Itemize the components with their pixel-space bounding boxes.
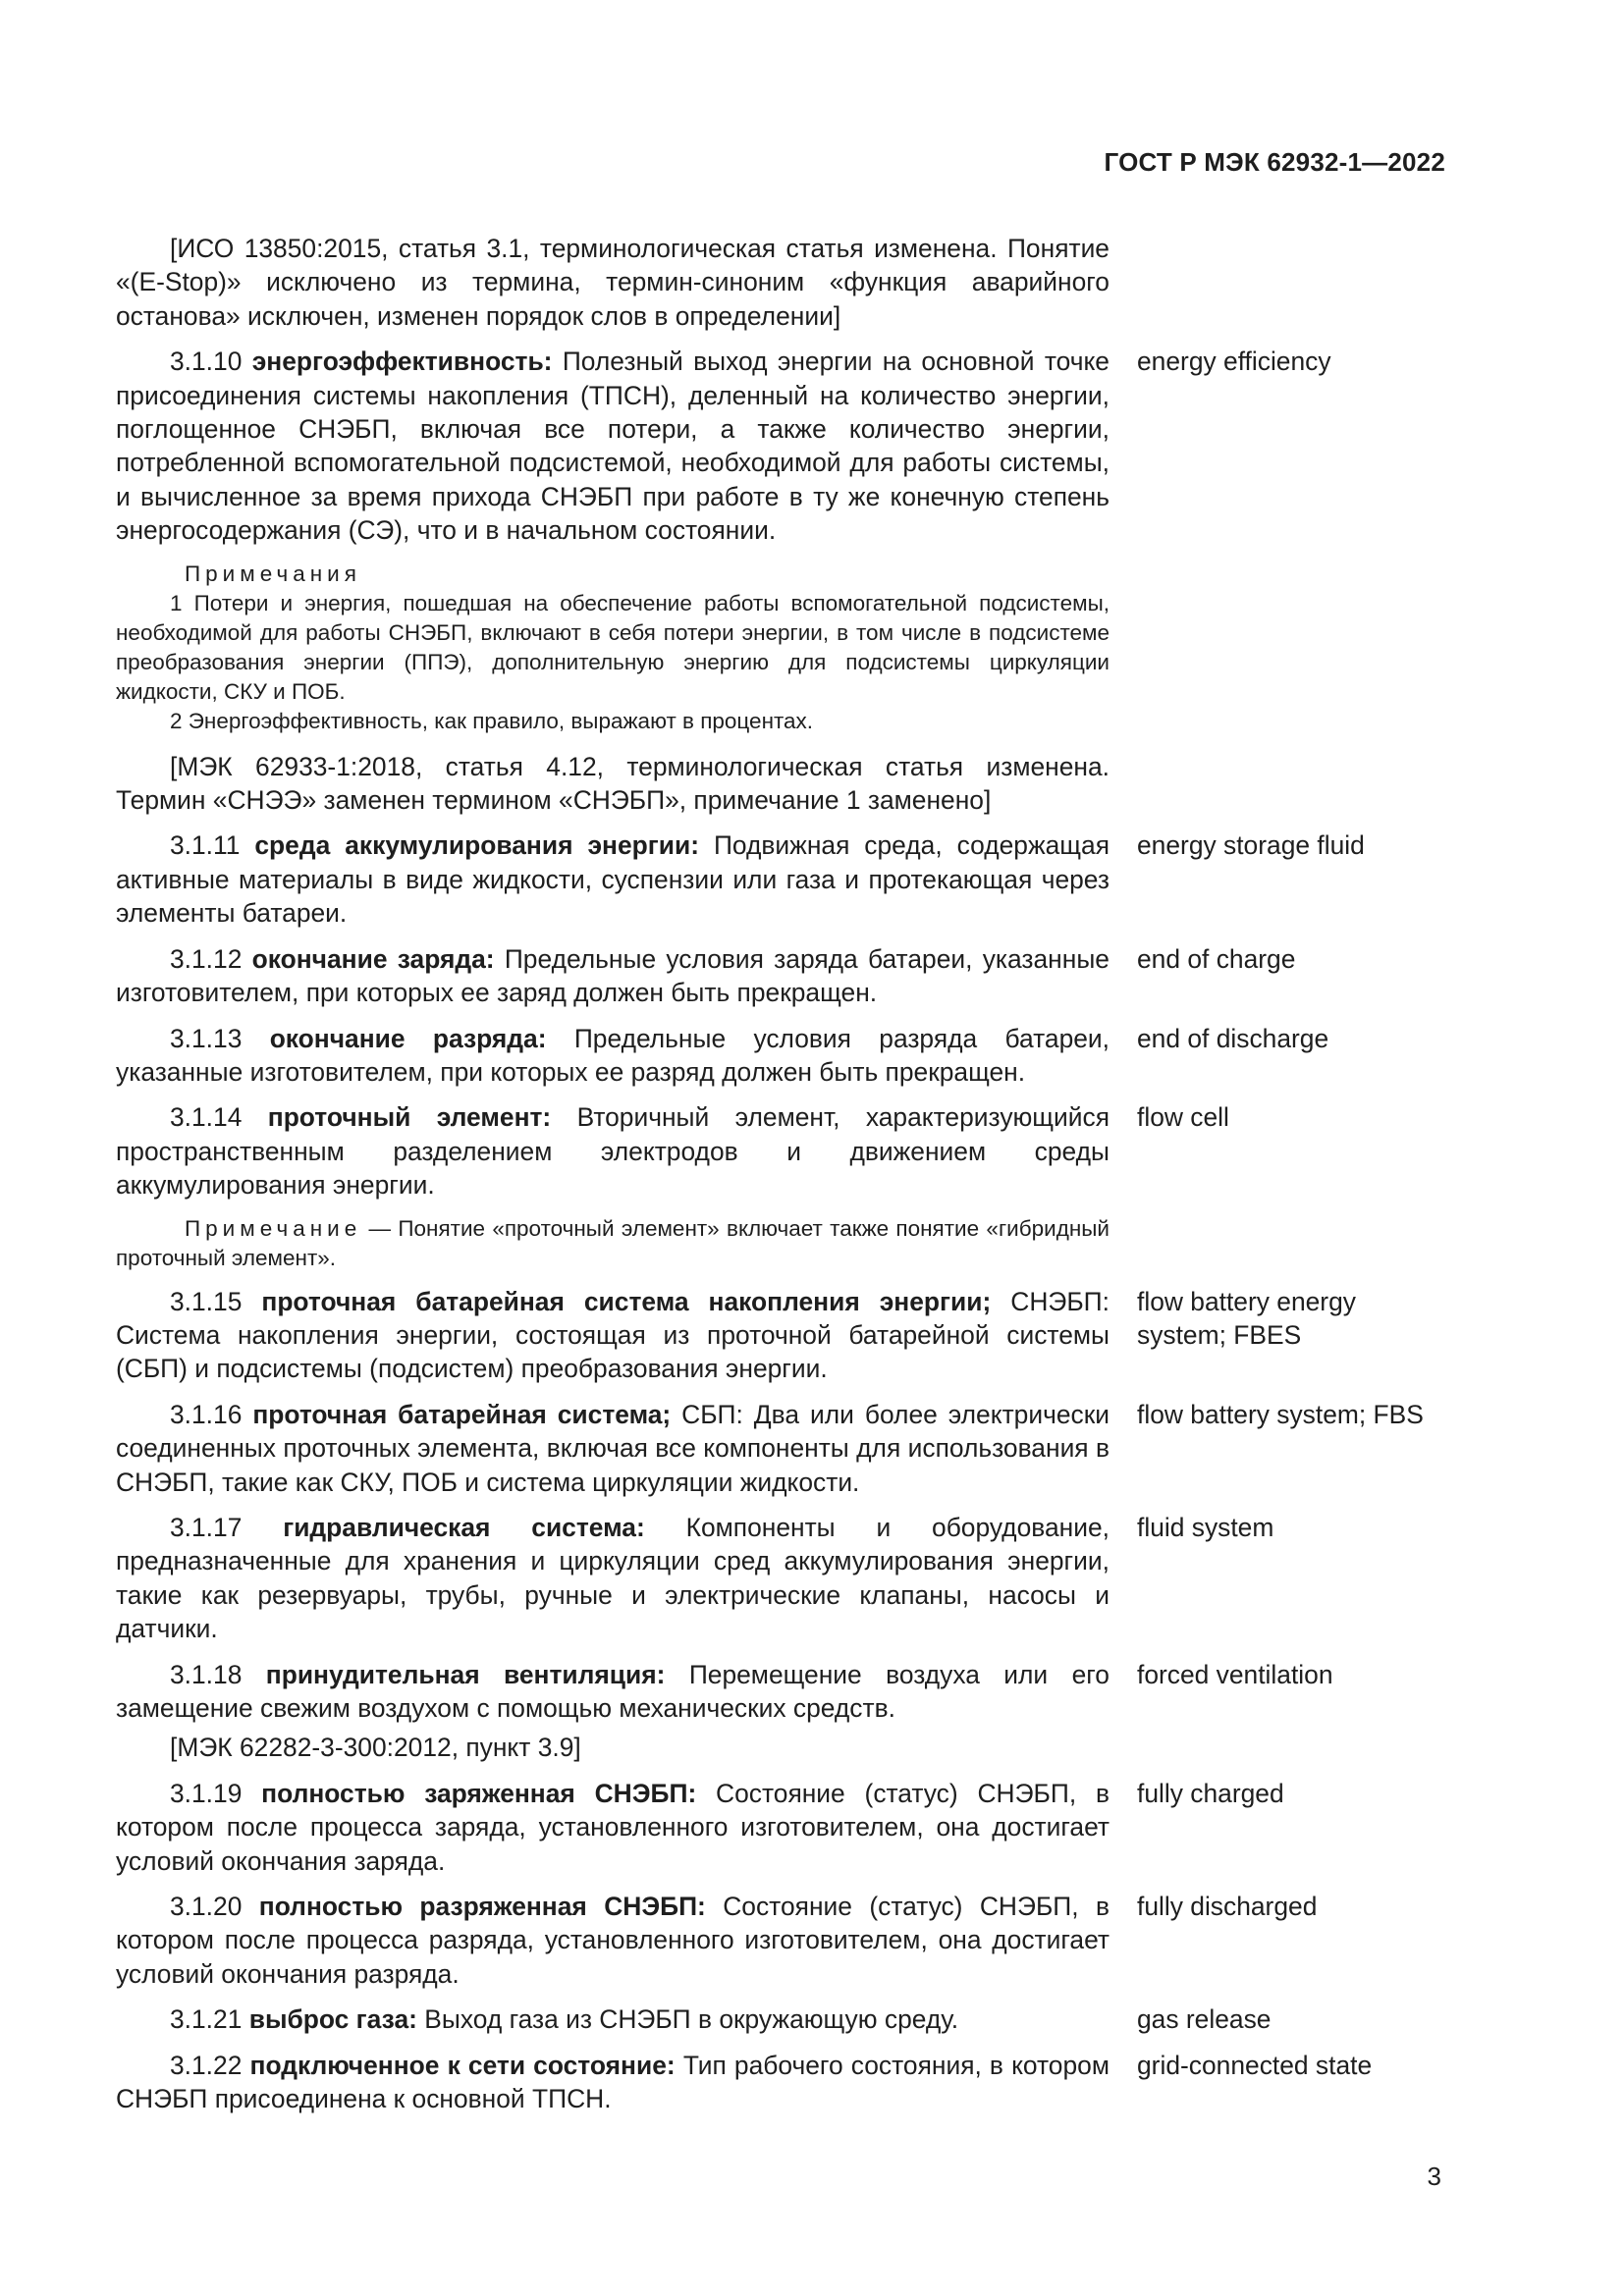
term-english: grid-connected state (1137, 2050, 1373, 2080)
term-definition: СНЭБП: Система накопления энергии, состоящая из проточной батарейной системы (СБП) и подсистемы (подсистем) преобразования энергии. (116, 1286, 1110, 1384)
term-entry (116, 2002, 1447, 2036)
source-reference: [ИСО 13850:2015, статья 3.1, терминологическая статья изменена. Понятие «(E-Stop)» исключено из термина, термин-синоним «функция аварийного останова» исключен, изменен порядок слов в определении] (116, 234, 1110, 331)
term-entry (116, 1100, 1447, 1201)
page-number: 3 (1427, 2162, 1441, 2191)
term-entry (116, 1890, 1447, 1991)
term-definition: Перемещение воздуха или его замещение свежим воздухом с помощью механических средств. (116, 1659, 1110, 1723)
term-definition: Подвижная среда, содержащая активные материалы в виде жидкости, суспензии или газа и протекающая через элементы батареи. (116, 830, 1110, 929)
term-definition: Тип рабочего состояния, в котором СНЭБП присоединена к основной ТПСН. (116, 2050, 1110, 2114)
term-english: fully discharged (1137, 1892, 1318, 1922)
term-definition: Состояние (статус) СНЭБП, в котором после процесса заряда, установленного изготовителем, она достигает условий окончания заряда. (116, 1778, 1110, 1876)
term-number: 3.1.11 (170, 830, 241, 861)
notes-block (116, 560, 1447, 736)
term-english: flow battery system; FBS (1137, 1399, 1424, 1429)
term-definition: Выход газа из СНЭБП в окружающую среду. (424, 2004, 959, 2035)
term-entry (116, 1398, 1447, 1499)
term-english: gas release (1137, 2004, 1272, 2035)
term-number: 3.1.17 (170, 1512, 243, 1542)
source-reference: [МЭК 62282-3-300:2012, пункт 3.9] (170, 1733, 581, 1763)
term-number: 3.1.20 (170, 1892, 243, 1922)
term-english: fully charged (1137, 1778, 1284, 1808)
source-reference: [МЭК 62933-1:2018, статья 4.12, терминологическая статья изменена. Термин «СНЭЭ» заменен термином «СНЭБП», примечание 1 заменено] (116, 751, 1110, 816)
term-definition: Предельные условия заряда батареи, указанные изготовителем, при которых ее заряд должен быть прекращен. (116, 943, 1110, 1008)
term-name: гидравлическая система: (283, 1512, 645, 1542)
note-text: — Понятие «проточный элемент» включает также понятие «гибридный проточный элемент». (116, 1215, 1110, 1270)
term-number: 3.1.13 (170, 1023, 243, 1053)
term-name: энергоэффективность: (251, 347, 553, 377)
term-number: 3.1.10 (170, 347, 243, 377)
term-entry (116, 1285, 1447, 1386)
term-entry (116, 1658, 1447, 1726)
term-definition: Состояние (статус) СНЭБП, в котором после процесса разряда, установленного изготовителем, она достигает условий окончания разряда. (116, 1892, 1110, 1989)
note-label: Примечание (185, 1215, 362, 1241)
note-item: 2 Энергоэффективность, как правило, выражают в процентах. (170, 708, 814, 733)
notes-heading: Примечания (185, 561, 361, 586)
term-english: end of discharge (1137, 1023, 1329, 1053)
term-english: fluid system (1137, 1512, 1274, 1542)
term-number: 3.1.21 (170, 2004, 243, 2035)
term-number: 3.1.14 (170, 1102, 243, 1133)
term-entry (116, 1777, 1447, 1878)
term-definition: Вторичный элемент, характеризующийся пространственным разделением электродов и движением среды аккумулирования энергии. (116, 1102, 1110, 1201)
term-english: energy efficiency (1137, 347, 1331, 377)
term-entry (116, 828, 1447, 930)
term-number: 3.1.16 (170, 1399, 243, 1429)
term-name: окончание заряда: (251, 943, 495, 974)
document-body (116, 232, 1447, 2115)
term-entry (116, 1022, 1447, 1090)
note-block (116, 1214, 1447, 1273)
term-english: flow cell (1137, 1102, 1229, 1133)
term-entry (116, 345, 1447, 547)
note-item: 1 Потери и энергия, пошедшая на обеспечение работы вспомогательной подсистемы, необходимой для работы СНЭБП, включают в себя потери энергии, в том числе в подсистеме преобразования энергии (ППЭ), дополнительную энергию для подсистемы циркуляции жидкости, СКУ и ПОБ. (116, 590, 1110, 704)
term-entry (116, 2049, 1447, 2116)
term-english: forced ventilation (1137, 1659, 1333, 1689)
term-name: полностью заряженная СНЭБП: (261, 1778, 697, 1808)
term-entry (116, 1511, 1447, 1646)
term-name: проточный элемент: (267, 1102, 552, 1133)
term-name: принудительная вентиляция: (265, 1659, 666, 1689)
term-number: 3.1.12 (170, 943, 243, 974)
term-definition: СБП: Два или более электрически соединенных проточных элемента, включая все компоненты для использования в СНЭБП, такие как СКУ, ПОБ и система циркуляции жидкости. (116, 1399, 1110, 1497)
term-name: окончание разряда: (269, 1023, 547, 1053)
term-name: подключенное к сети состояние: (249, 2050, 676, 2080)
term-number: 3.1.15 (170, 1286, 243, 1316)
term-english: end of charge (1137, 943, 1296, 974)
term-definition: Компоненты и оборудование, предназначенные для хранения и циркуляции сред аккумулирования энергии, такие как резервуары, трубы, ручные и электрические клапаны, насосы и датчики. (116, 1512, 1110, 1644)
term-definition: Полезный выход энергии на основной точке присоединения системы накопления (ТПСН), деленный на количество энергии, поглощенное СНЭБП, включая все потери, а также количество энергии, потребленной вспомогательной подсистемой, необходимой для работы системы, и вычисленное за время прихода СНЭБП при работе в ту же конечную степень энергосодержания (СЭ), что и в начальном состоянии. (116, 347, 1110, 546)
term-number: 3.1.22 (170, 2050, 243, 2080)
document-code: ГОСТ Р МЭК 62932-1—2022 (1104, 147, 1445, 177)
term-number: 3.1.19 (170, 1778, 243, 1808)
term-entry (116, 942, 1447, 1010)
term-english: energy storage fluid (1137, 830, 1365, 861)
term-definition: Предельные условия разряда батареи, указанные изготовителем, при которых ее разряд должен быть прекращен. (116, 1023, 1110, 1087)
term-number: 3.1.18 (170, 1659, 243, 1689)
term-english: flow battery energy system; FBES (1137, 1286, 1356, 1350)
term-name: среда аккумулирования энергии: (254, 830, 699, 861)
term-name: выброс газа: (248, 2004, 417, 2035)
term-name: проточная батарейная система накопления энергии; (261, 1286, 992, 1316)
term-name: полностью разряженная СНЭБП: (258, 1892, 706, 1922)
term-name: проточная батарейная система; (252, 1399, 672, 1429)
